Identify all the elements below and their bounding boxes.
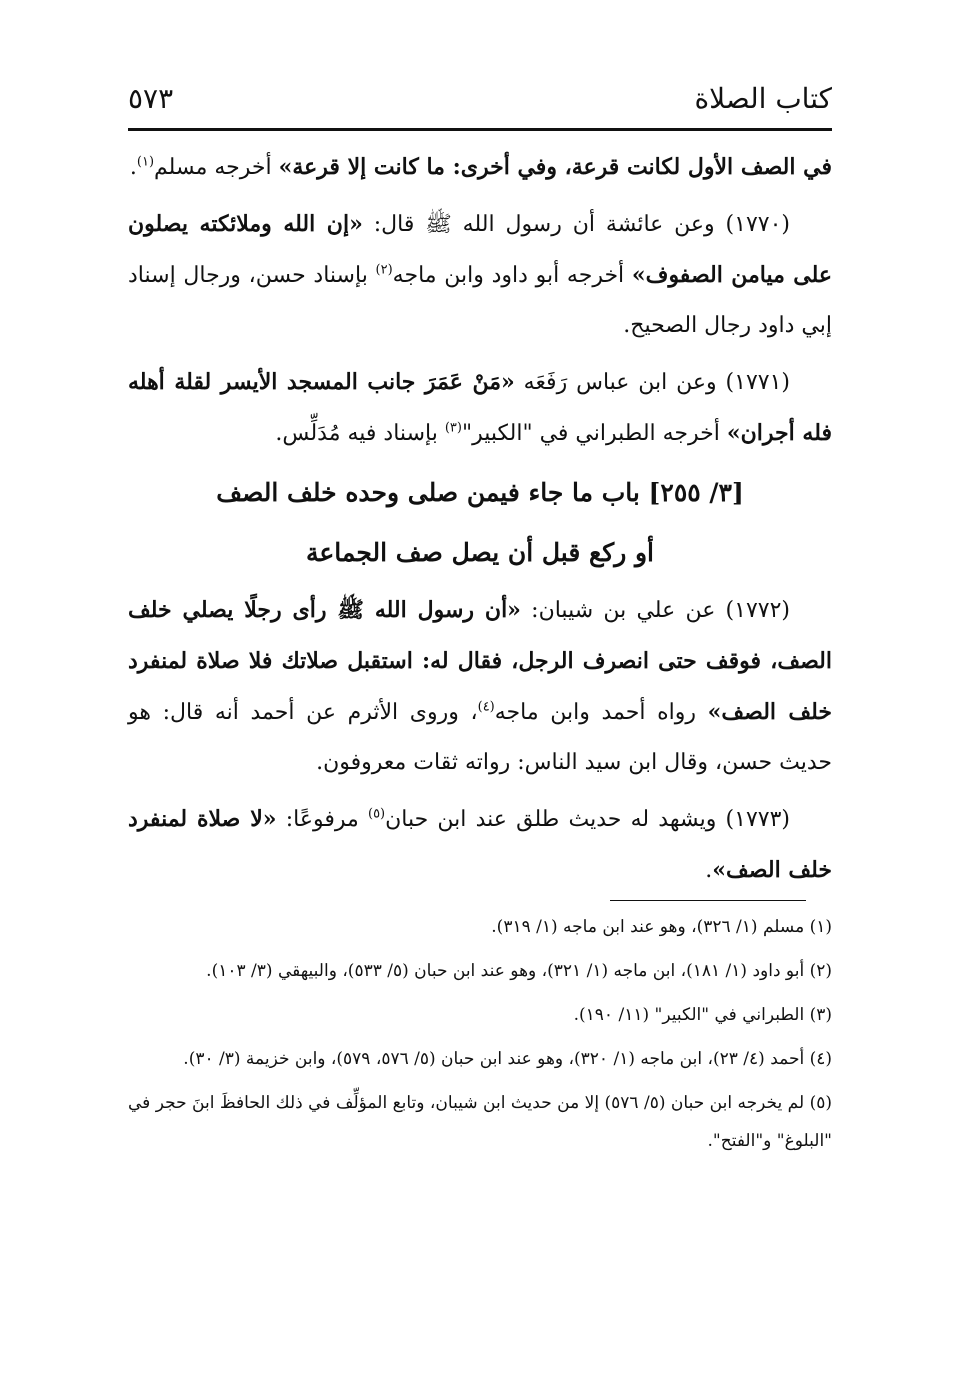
footnote-ref: (٣) xyxy=(444,420,462,436)
chapter-heading: [٣/ ٢٥٥] باب ما جاء فيمن صلى وحده خلف الصف xyxy=(216,478,744,507)
running-title: كتاب الصلاة xyxy=(694,82,832,115)
hadith-number: (١٧٧١) xyxy=(725,370,790,395)
grading-text: بإسناد فيه مُدَلِّس. xyxy=(275,421,445,446)
footnote-ref: (٥) xyxy=(367,806,386,822)
source-text: أخرجه مسلم xyxy=(154,155,279,180)
hadith-text: في الصف الأول لكانت قرعة، وفي أخرى: ما كانت إلا قرعة» xyxy=(278,154,832,180)
punctuation: . xyxy=(129,155,137,180)
hadith-1773 xyxy=(128,794,832,896)
footnote-ref: (٤) xyxy=(477,699,495,715)
source-text: أخرجه الطبراني في "الكبير" xyxy=(461,421,727,446)
header-rule xyxy=(128,128,832,131)
narration-intro: وعن عائشة أن رسول الله ﷺ قال: xyxy=(362,212,726,237)
hadith-text: «لا صلاة لمنفرد خلف الصف» xyxy=(128,806,832,883)
narration-intro: وعن ابن عباس رَفَعَه xyxy=(514,370,726,395)
chapter-subheading: أو ركع قبل أن يصل صف الجماعة xyxy=(305,538,655,567)
hadith-text: «مَنْ عَمَرَ جانب المسجد الأيسر لقلة أهله فله أجران» xyxy=(128,369,832,446)
footnote-separator xyxy=(610,900,806,901)
narration-intro: ويشهد له حديث طلق عند ابن حبان xyxy=(385,807,726,832)
hadith-number: (١٧٧٠) xyxy=(725,212,790,237)
footnote-ref: (٢) xyxy=(375,262,393,278)
hadith-number: (١٧٧٢) xyxy=(725,598,790,623)
hadith-number: (١٧٧٣) xyxy=(725,807,790,832)
source-text: أخرجه أبو داود وابن ماجه xyxy=(392,263,632,288)
page-number: ٥٧٣ xyxy=(128,82,174,115)
hadith-1772 xyxy=(128,585,832,788)
main-text xyxy=(128,142,832,902)
footnote-2: (٢) أبو داود (١/ ١٨١)، ابن ماجه (١/ ٣٢١)، وهو عند ابن حبان (٥/ ٥٣٣)، والبيهقي (٣/ ١٠٣). xyxy=(206,961,832,981)
hadith-text: «إن الله وملائكته يصلون على ميامن الصفوف» xyxy=(128,211,832,288)
narration-mid: مرفوعًا: xyxy=(276,807,368,832)
footnotes xyxy=(128,908,832,1166)
hadith-1770 xyxy=(128,199,832,351)
footnote-5: (٥) لم يخرجه ابن حبان (٥/ ٥٧٦) إلا من حديث ابن شيبان، وتابع المؤلِّف في ذلك الحافظَ ابنَ حجر في "البلوغ" و"الفتح". xyxy=(128,1093,832,1151)
paragraph-continuation xyxy=(128,142,832,193)
narration-intro: عن علي بن شيبان: xyxy=(520,598,726,623)
footnote-3: (٣) الطبراني في "الكبير" (١١/ ١٩٠). xyxy=(573,1005,832,1025)
footnote-ref: (١) xyxy=(136,154,155,170)
footnote-1: (١) مسلم (١/ ٣٢٦)، وهو عند ابن ماجه (١/ ٣١٩). xyxy=(491,917,832,937)
grading-text: ، وروى الأثرم عن أحمد أنه قال: هو حديث حسن، وقال ابن سيد الناس: رواته ثقات معروفون. xyxy=(128,700,832,775)
source-text: رواه أحمد وابن ماجه xyxy=(494,700,708,725)
hadith-text: «أن رسول الله ﷺ رأى رجلًا يصلي خلف الصف، فوقف حتى انصرف الرجل، فقال له: استقبل صلاتك فلا صلاة لمنفرد خلف الصف» xyxy=(128,597,832,725)
page-header xyxy=(128,82,832,128)
hadith-1771 xyxy=(128,357,832,459)
punctuation: . xyxy=(705,858,713,883)
footnote-4: (٤) أحمد (٤/ ٢٣)، ابن ماجه (١/ ٣٢٠)، وهو عند ابن حبان (٥/ ٥٧٦، ٥٧٩)، وابن خزيمة (٣/ ٣٠). xyxy=(183,1049,832,1069)
grading-text: بإسناد حسن، ورجال إسناد إبي داود رجال الصحيح. xyxy=(128,263,832,338)
